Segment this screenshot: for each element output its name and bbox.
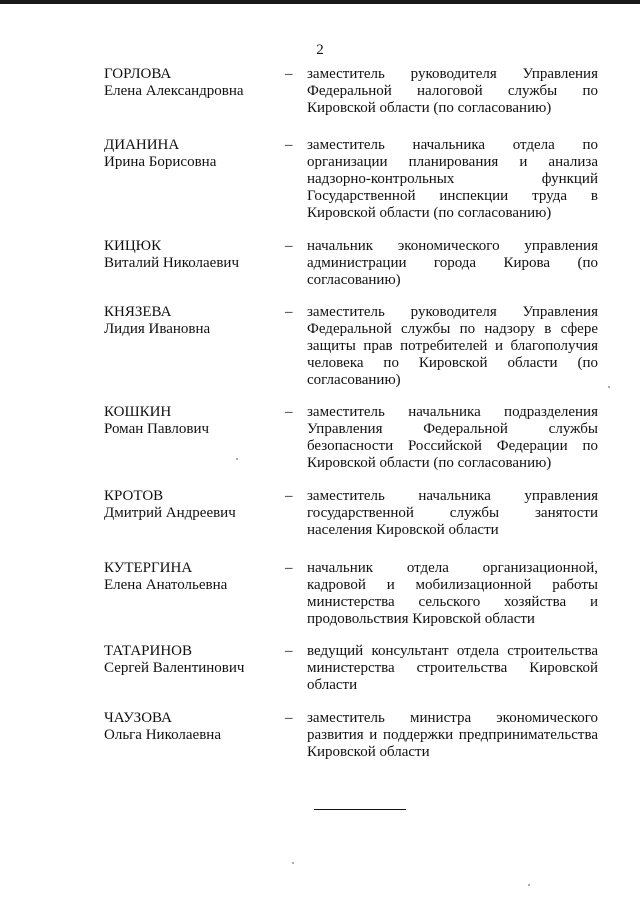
dash-separator: – (285, 304, 293, 320)
scan-speck (236, 458, 238, 460)
dash-separator: – (285, 488, 293, 504)
member-given-names: Виталий Николаевич (104, 255, 239, 271)
scan-speck (608, 386, 610, 388)
page-number: 2 (316, 42, 324, 58)
top-border-line (0, 0, 640, 4)
member-surname: КРОТОВ (104, 488, 164, 504)
member-given-names: Ирина Борисовна (104, 154, 217, 170)
dash-separator: – (285, 404, 293, 420)
member-surname: ЧАУЗОВА (104, 710, 172, 726)
member-given-names: Дмитрий Андреевич (104, 505, 236, 521)
member-role: заместитель начальника управления государственной службы занятости населения Кировской области (307, 488, 598, 538)
member-name (104, 404, 284, 438)
member-name (104, 643, 284, 677)
member-surname: ТАТАРИНОВ (104, 643, 193, 659)
member-role: заместитель начальника отдела по организации планирования и анализа надзорно-контрольных функций Государственной инспекции труда в Кировской области (по согласованию) (307, 137, 598, 221)
closing-rule (314, 809, 406, 810)
scan-speck (528, 884, 530, 886)
member-given-names: Ольга Николаевна (104, 727, 221, 743)
member-name (104, 710, 284, 744)
dash-separator: – (285, 137, 293, 153)
member-role: заместитель руководителя Управления Федеральной налоговой службы по Кировской области (по согласованию) (307, 66, 598, 116)
member-given-names: Сергей Валентинович (104, 660, 245, 676)
dash-separator: – (285, 643, 293, 659)
member-surname: КУТЕРГИНА (104, 560, 193, 576)
member-role: заместитель руководителя Управления Федеральной службы по надзору в сфере защиты прав потребителей и благополучия человека по Кировской области (по согласованию) (307, 304, 598, 388)
member-name (104, 488, 284, 522)
member-given-names: Роман Павлович (104, 421, 210, 437)
member-role: ведущий консультант отдела строительства министерства строительства Кировской области (307, 643, 598, 693)
member-role: заместитель министра экономического развития и поддержки предпринимательства Кировской области (307, 710, 598, 760)
dash-separator: – (285, 710, 293, 726)
scan-speck (292, 862, 294, 864)
member-name (104, 304, 284, 338)
member-given-names: Елена Александровна (104, 83, 244, 99)
member-surname: КОШКИН (104, 404, 172, 420)
member-given-names: Елена Анатольевна (104, 577, 228, 593)
member-name (104, 66, 284, 100)
member-surname: ГОРЛОВА (104, 66, 172, 82)
member-surname: КИЦЮК (104, 238, 162, 254)
member-role: начальник отдела организационной, кадровой и мобилизационной работы министерства сельского хозяйства и продовольствия Кировской области (307, 560, 598, 627)
member-surname: КНЯЗЕВА (104, 304, 172, 320)
member-name (104, 560, 284, 594)
dash-separator: – (285, 560, 293, 576)
member-role: начальник экономического управления администрации города Кирова (по согласованию) (307, 238, 598, 288)
member-given-names: Лидия Ивановна (104, 321, 211, 337)
member-role: заместитель начальника подразделения Управления Федеральной службы безопасности Российской Федерации по Кировской области (по согласованию) (307, 404, 598, 471)
dash-separator: – (285, 238, 293, 254)
member-surname: ДИАНИНА (104, 137, 180, 153)
dash-separator: – (285, 66, 293, 82)
member-name (104, 137, 284, 171)
member-name (104, 238, 284, 272)
